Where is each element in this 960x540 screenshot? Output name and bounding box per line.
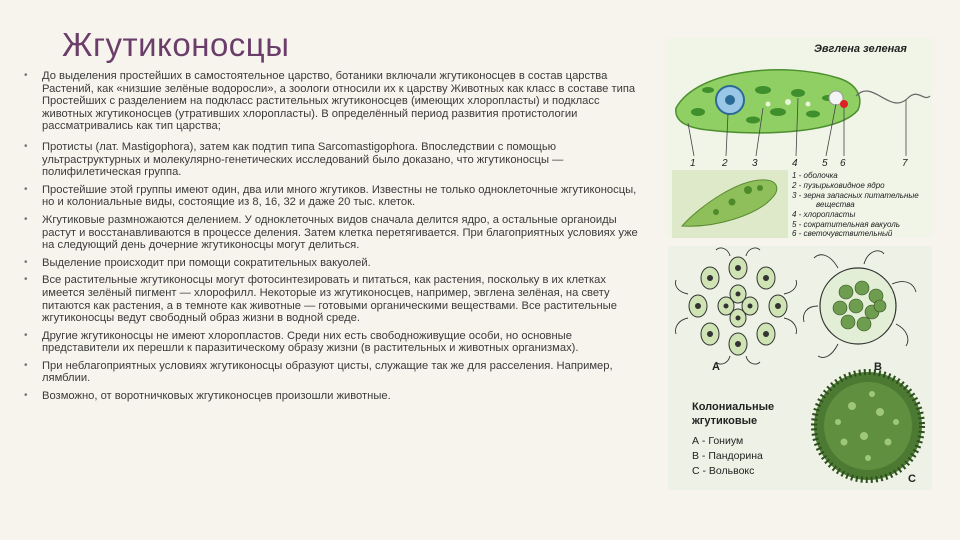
bullet-item: • Протисты (лат. Mastigophora), затем как подтип типа Sarcomastigophora. Впоследствии с помощью ультраструктурных и молекулярно-генетических исследований было доказано, что жгутиконосцы — полифилетическая группа. [24, 141, 642, 179]
colonial-item: С - Вольвокс [692, 465, 755, 477]
colonial-illustration [668, 246, 932, 490]
eyespot-icon [840, 100, 848, 108]
euglena-legend-item: 6 - светочувствительный [792, 229, 893, 238]
euglena-legend-item: 4 - хлоропласты [792, 210, 856, 219]
euglena-number: 3 [752, 158, 758, 169]
bullet-item: • Выделение происходит при помощи сократительных вакуолей. [24, 257, 642, 270]
euglena-legend-item: 2 - пузырьковидное ядро [792, 181, 885, 190]
colonial-figure [668, 246, 932, 490]
euglena-legend-item: 5 - сократительная вакуоль [792, 220, 900, 229]
euglena-number: 5 [822, 158, 828, 169]
euglena-illustration [668, 38, 932, 238]
colonial-item: В - Пандорина [692, 450, 763, 462]
euglena-number: 4 [792, 158, 798, 169]
bullet-item: • Простейшие этой группы имеют один, два или много жгутиков. Известны не только одноклеточные жгутиконосцы, но и колониальные виды, состоящие из 8, 16, 32 и даже 20 тыс. клеток. [24, 184, 642, 209]
euglena-legend-item: 1 - оболочка [792, 171, 838, 180]
euglena-number: 7 [902, 158, 908, 169]
bullet-item: • Возможно, от воротничковых жгутиконосцев произошли животные. [24, 390, 642, 403]
euglena-number: 1 [690, 158, 696, 169]
colonial-title-line1: Колониальные [692, 401, 775, 413]
euglena-number: 6 [840, 158, 846, 169]
bullet-item: • При неблагоприятных условиях жгутиконосцы образуют цисты, служащие так же для расселения. Например, лямблии. [24, 360, 642, 385]
colonial-title-line2: жгутиковые [692, 415, 758, 427]
euglena-number: 2 [722, 158, 728, 169]
volvox-icon [814, 372, 922, 480]
label-a: А [712, 361, 720, 373]
page-title: Жгутиконосцы [62, 26, 290, 63]
bullet-item: • Все растительные жгутиконосцы могут фотосинтезировать и питаться, как растения, поскольку в их клетках имеется зелёный пигмент — хлорофилл. Некоторые из жгутиконосцев, например, эвглена зелёная, на свету питаются как растения, а в темноте как животные — готовыми органическими веществами. Все растительные жгутиконосцы ведут свободный образ жизни в водной среде. [24, 274, 642, 324]
label-b: В [874, 361, 882, 373]
euglena-figure [668, 38, 932, 238]
bullet-list [24, 70, 642, 408]
colonial-item: А - Гониум [692, 435, 744, 447]
euglena-legend-item: 3 - зерна запасных питательные [792, 191, 919, 200]
bullet-item: • До выделения простейших в самостоятельное царство, ботаники включали жгутиконосцев в состав царства Растений, как «низшие зелёные водоросли», а зоологи относили их к царству Животных как класс в составе типа Простейших с разделением на подкласс растительных жгутиконосцев (имеющих хлоропласты) и подкласс животных жгутиконосцев (утративших хлоропласты). В определённый период развития протистологии рассматривались как тип царства; [24, 70, 642, 133]
label-c: С [908, 473, 916, 485]
bullet-item: • Другие жгутиконосцы не имеют хлоропластов. Среди них есть свободноживущие особи, но основные представители их перешли к паразитическому образу жизни (в растительных и животных организмах). [24, 330, 642, 355]
bullet-item: • Жгутиковые размножаются делением. У одноклеточных видов сначала делится ядро, а остальные органоиды растут и восстанавливаются в процессе деления. Затем клетка перетягивается. При благоприятных условиях уже на следующий день дочерние жгутиконосцы могут делиться. [24, 214, 642, 252]
euglena-legend-item: вещества [816, 200, 855, 209]
euglena-title: Эвглена зеленая [814, 43, 907, 55]
